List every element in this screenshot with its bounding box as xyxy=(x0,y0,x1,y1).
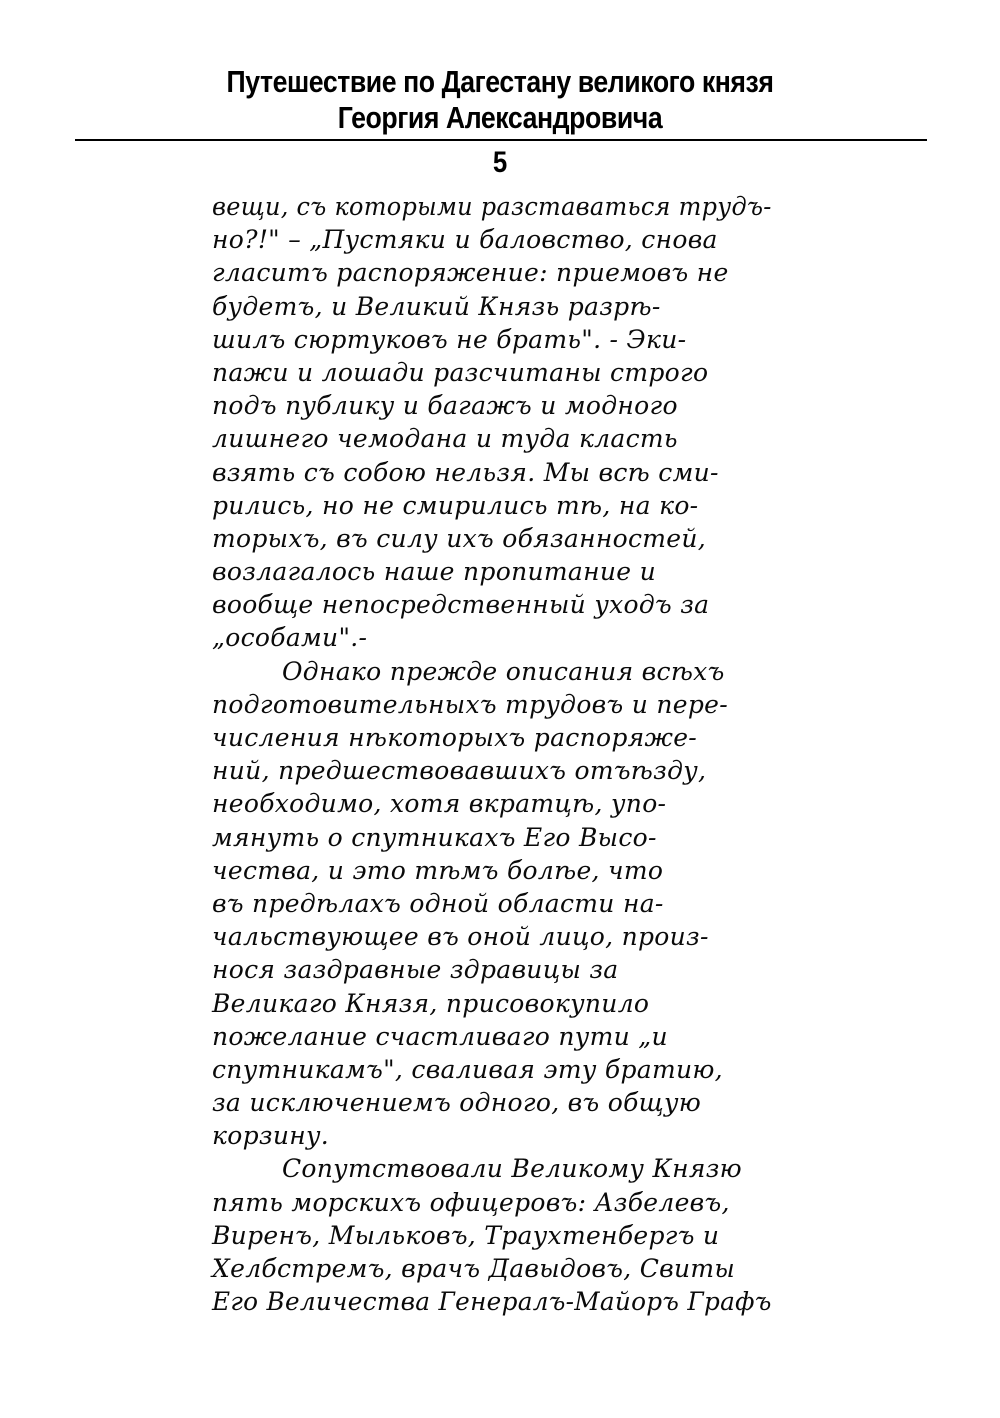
manuscript-line: спутникамъ", сваливая эту братию, xyxy=(212,1054,723,1084)
handwritten-manuscript xyxy=(212,190,772,1318)
manuscript-line: числения нѣкоторыхъ распоряже- xyxy=(212,723,698,752)
manuscript-line: чальствующее въ оной лицо, произ- xyxy=(212,922,709,952)
manuscript-line: торыхъ, въ силу ихъ обязанностей, xyxy=(212,523,707,553)
manuscript-line: пожелание счастливаго пути „и xyxy=(212,1021,668,1051)
manuscript-line: нося заздравные здравицы за xyxy=(212,955,619,985)
manuscript-line: лишнего чемодана и туда класть xyxy=(212,424,678,454)
manuscript-line: Сопутствовали Великому Князю xyxy=(282,1154,742,1184)
manuscript-line: мянуть о спутникахъ Его Высо- xyxy=(212,822,657,852)
manuscript-line: Его Величества Генералъ-Майоръ Графъ xyxy=(212,1287,772,1317)
manuscript-line: „особами".- xyxy=(212,623,368,653)
manuscript-line: шилъ сюртуковъ не брать". - Эки- xyxy=(212,324,687,354)
manuscript-line: подготовительныхъ трудовъ и пере- xyxy=(212,689,729,719)
manuscript-line: корзину. xyxy=(212,1121,330,1151)
manuscript-line: пять морскихъ офицеровъ: Азбелевъ, xyxy=(212,1187,730,1217)
manuscript-line: но?!" – „Пустяки и баловство, снова xyxy=(212,225,718,255)
manuscript-line: взять съ собою нельзя. Мы всѣ сми- xyxy=(212,457,719,487)
manuscript-line: пажи и лошади разсчитаны строго xyxy=(212,357,709,387)
manuscript-line: Хелбстремъ, врачъ Давыдовъ, Свиты xyxy=(212,1254,736,1283)
header-rule xyxy=(75,139,927,141)
title-line-1: Путешествие по Дагестану великого князя xyxy=(226,64,774,99)
manuscript-line: подъ публику и багажъ и модного xyxy=(212,391,678,421)
title-line-2: Георгия Александровича xyxy=(337,100,663,135)
page-header xyxy=(0,64,1000,136)
manuscript-line: рились, но не смирились тѣ, на ко- xyxy=(212,490,699,520)
manuscript-line: Великаго Князя, присовокупило xyxy=(212,988,650,1018)
manuscript-line: чества, и это тѣмъ болѣе, что xyxy=(212,855,664,885)
manuscript-line: ний, предшествовавшихъ отъѣзду, xyxy=(212,756,707,786)
manuscript-line: возлагалось наше пропитание и xyxy=(212,557,657,587)
page-number: 5 xyxy=(492,146,508,179)
manuscript-line: гласитъ распоряжение: приемовъ не xyxy=(212,258,729,288)
manuscript-line: Виренъ, Мыльковъ, Траухтенбергъ и xyxy=(212,1220,720,1250)
manuscript-line: вообще непосредственный уходъ за xyxy=(212,590,710,620)
manuscript-line: за исключениемъ одного, въ общую xyxy=(212,1088,702,1118)
manuscript-line: въ предѣлахъ одной области на- xyxy=(212,888,664,918)
manuscript-line: будетъ, и Великий Князь разрѣ- xyxy=(212,291,661,321)
manuscript-line: вещи, съ которыми разставаться трудъ- xyxy=(212,192,772,221)
manuscript-line: Однако прежде описания всѣхъ xyxy=(282,656,725,686)
manuscript-line: необходимо, хотя вкратцѣ, упо- xyxy=(212,789,667,819)
